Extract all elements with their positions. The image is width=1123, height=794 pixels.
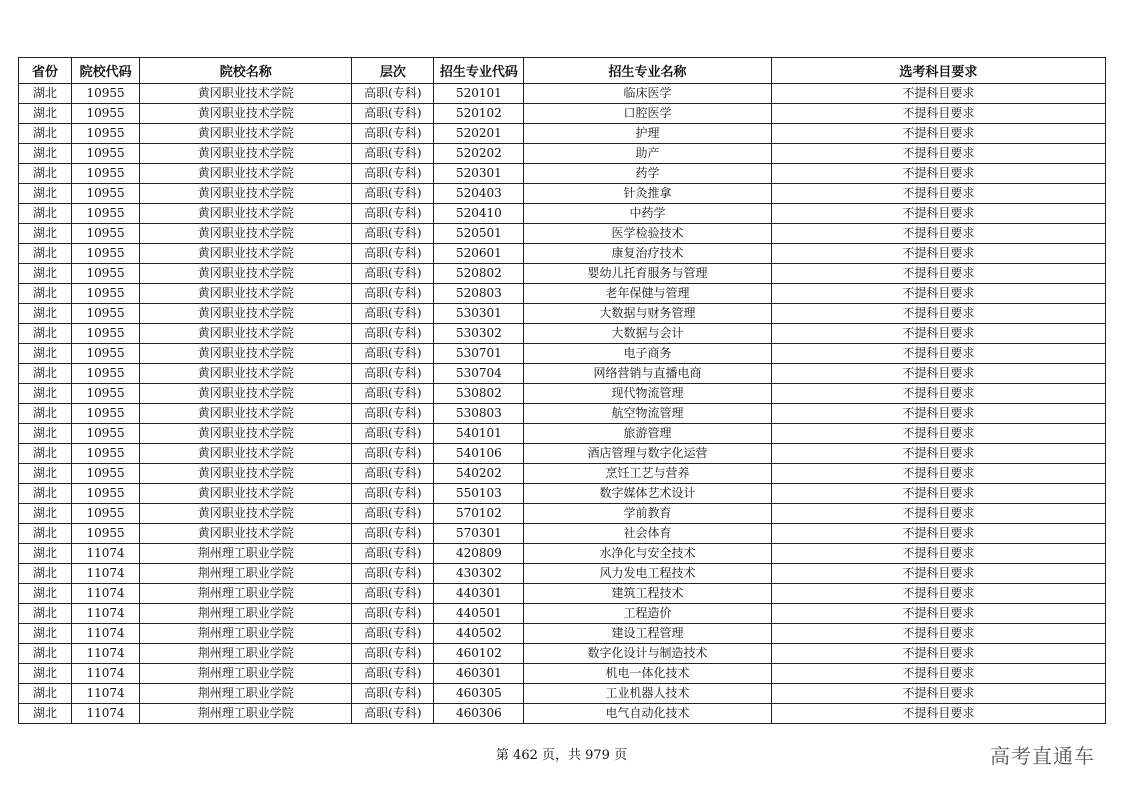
- cell-subject-requirement: 不提科目要求: [771, 204, 1105, 224]
- cell-province: 湖北: [19, 444, 72, 464]
- cell-school-name: 黄冈职业技术学院: [140, 204, 352, 224]
- cell-province: 湖北: [19, 544, 72, 564]
- cell-major-code: 570301: [434, 524, 524, 544]
- cell-school-code: 11074: [72, 564, 140, 584]
- cell-level: 高职(专科): [352, 344, 434, 364]
- cell-major-code: 520301: [434, 164, 524, 184]
- table-row: [19, 644, 1106, 664]
- cell-major-code: 460301: [434, 664, 524, 684]
- cell-subject-requirement: 不提科目要求: [771, 704, 1105, 724]
- cell-province: 湖北: [19, 424, 72, 444]
- cell-subject-requirement: 不提科目要求: [771, 624, 1105, 644]
- cell-subject-requirement: 不提科目要求: [771, 304, 1105, 324]
- header-school-code: 院校代码: [72, 58, 140, 84]
- cell-level: 高职(专科): [352, 224, 434, 244]
- cell-major-name: 烹饪工艺与营养: [524, 464, 771, 484]
- cell-school-code: 10955: [72, 504, 140, 524]
- cell-province: 湖北: [19, 664, 72, 684]
- cell-level: 高职(专科): [352, 684, 434, 704]
- header-major-code: 招生专业代码: [434, 58, 524, 84]
- cell-major-name: 医学检验技术: [524, 224, 771, 244]
- cell-province: 湖北: [19, 384, 72, 404]
- cell-level: 高职(专科): [352, 284, 434, 304]
- cell-school-name: 荆州理工职业学院: [140, 604, 352, 624]
- cell-major-code: 530701: [434, 344, 524, 364]
- cell-level: 高职(专科): [352, 544, 434, 564]
- cell-major-name: 旅游管理: [524, 424, 771, 444]
- cell-province: 湖北: [19, 324, 72, 344]
- table-row: [19, 164, 1106, 184]
- cell-province: 湖北: [19, 404, 72, 424]
- cell-major-name: 社会体育: [524, 524, 771, 544]
- cell-school-name: 黄冈职业技术学院: [140, 224, 352, 244]
- cell-level: 高职(专科): [352, 584, 434, 604]
- cell-major-name: 工业机器人技术: [524, 684, 771, 704]
- cell-school-name: 黄冈职业技术学院: [140, 304, 352, 324]
- cell-major-code: 460306: [434, 704, 524, 724]
- cell-major-code: 520802: [434, 264, 524, 284]
- cell-province: 湖北: [19, 344, 72, 364]
- cell-province: 湖北: [19, 144, 72, 164]
- cell-school-code: 10955: [72, 404, 140, 424]
- cell-school-code: 10955: [72, 244, 140, 264]
- cell-level: 高职(专科): [352, 404, 434, 424]
- cell-major-name: 电子商务: [524, 344, 771, 364]
- cell-school-code: 11074: [72, 544, 140, 564]
- cell-subject-requirement: 不提科目要求: [771, 504, 1105, 524]
- cell-major-code: 440501: [434, 604, 524, 624]
- cell-school-name: 黄冈职业技术学院: [140, 84, 352, 104]
- cell-level: 高职(专科): [352, 564, 434, 584]
- cell-major-name: 水净化与安全技术: [524, 544, 771, 564]
- cell-major-name: 临床医学: [524, 84, 771, 104]
- cell-major-name: 网络营销与直播电商: [524, 364, 771, 384]
- cell-level: 高职(专科): [352, 524, 434, 544]
- cell-school-name: 黄冈职业技术学院: [140, 124, 352, 144]
- cell-school-name: 荆州理工职业学院: [140, 624, 352, 644]
- table-row: [19, 624, 1106, 644]
- cell-school-name: 黄冈职业技术学院: [140, 504, 352, 524]
- table-row: [19, 604, 1106, 624]
- cell-school-name: 荆州理工职业学院: [140, 704, 352, 724]
- cell-major-code: 520601: [434, 244, 524, 264]
- table-row: [19, 304, 1106, 324]
- cell-province: 湖北: [19, 264, 72, 284]
- cell-province: 湖北: [19, 484, 72, 504]
- cell-school-code: 10955: [72, 424, 140, 444]
- cell-subject-requirement: 不提科目要求: [771, 144, 1105, 164]
- cell-subject-requirement: 不提科目要求: [771, 484, 1105, 504]
- cell-province: 湖北: [19, 304, 72, 324]
- cell-level: 高职(专科): [352, 644, 434, 664]
- cell-province: 湖北: [19, 704, 72, 724]
- cell-level: 高职(专科): [352, 244, 434, 264]
- cell-level: 高职(专科): [352, 624, 434, 644]
- cell-school-code: 11074: [72, 684, 140, 704]
- cell-major-code: 520101: [434, 84, 524, 104]
- cell-subject-requirement: 不提科目要求: [771, 564, 1105, 584]
- cell-level: 高职(专科): [352, 384, 434, 404]
- cell-subject-requirement: 不提科目要求: [771, 464, 1105, 484]
- table-row: [19, 424, 1106, 444]
- cell-major-code: 570102: [434, 504, 524, 524]
- cell-major-code: 520202: [434, 144, 524, 164]
- cell-school-code: 10955: [72, 524, 140, 544]
- cell-major-name: 风力发电工程技术: [524, 564, 771, 584]
- header-major-name: 招生专业名称: [524, 58, 771, 84]
- cell-major-name: 大数据与财务管理: [524, 304, 771, 324]
- cell-level: 高职(专科): [352, 604, 434, 624]
- cell-province: 湖北: [19, 564, 72, 584]
- cell-province: 湖北: [19, 84, 72, 104]
- cell-major-code: 440502: [434, 624, 524, 644]
- cell-province: 湖北: [19, 504, 72, 524]
- cell-school-code: 10955: [72, 444, 140, 464]
- cell-subject-requirement: 不提科目要求: [771, 164, 1105, 184]
- cell-subject-requirement: 不提科目要求: [771, 324, 1105, 344]
- table-row: [19, 664, 1106, 684]
- table-row: [19, 564, 1106, 584]
- cell-major-code: 530803: [434, 404, 524, 424]
- cell-school-code: 10955: [72, 164, 140, 184]
- cell-major-code: 460305: [434, 684, 524, 704]
- cell-subject-requirement: 不提科目要求: [771, 344, 1105, 364]
- table-row: [19, 144, 1106, 164]
- page-number: 第 462 页，共 979 页: [495, 748, 628, 763]
- cell-major-name: 航空物流管理: [524, 404, 771, 424]
- cell-school-code: 10955: [72, 84, 140, 104]
- cell-major-name: 工程造价: [524, 604, 771, 624]
- table-row: [19, 544, 1106, 564]
- cell-province: 湖北: [19, 644, 72, 664]
- cell-province: 湖北: [19, 624, 72, 644]
- cell-level: 高职(专科): [352, 104, 434, 124]
- cell-province: 湖北: [19, 584, 72, 604]
- cell-school-name: 黄冈职业技术学院: [140, 364, 352, 384]
- cell-level: 高职(专科): [352, 504, 434, 524]
- table-row: [19, 504, 1106, 524]
- cell-subject-requirement: 不提科目要求: [771, 524, 1105, 544]
- cell-province: 湖北: [19, 164, 72, 184]
- cell-level: 高职(专科): [352, 184, 434, 204]
- cell-school-name: 荆州理工职业学院: [140, 684, 352, 704]
- cell-major-code: 460102: [434, 644, 524, 664]
- cell-major-code: 530704: [434, 364, 524, 384]
- cell-major-code: 520803: [434, 284, 524, 304]
- cell-major-code: 520501: [434, 224, 524, 244]
- cell-subject-requirement: 不提科目要求: [771, 684, 1105, 704]
- table-body: [19, 84, 1106, 724]
- cell-subject-requirement: 不提科目要求: [771, 384, 1105, 404]
- cell-subject-requirement: 不提科目要求: [771, 404, 1105, 424]
- cell-level: 高职(专科): [352, 324, 434, 344]
- cell-school-code: 10955: [72, 204, 140, 224]
- table-row: [19, 184, 1106, 204]
- cell-province: 湖北: [19, 184, 72, 204]
- cell-subject-requirement: 不提科目要求: [771, 264, 1105, 284]
- watermark-logo: 高考直通车: [990, 744, 1095, 768]
- table-row: [19, 264, 1106, 284]
- cell-major-name: 中药学: [524, 204, 771, 224]
- cell-major-code: 530802: [434, 384, 524, 404]
- header-level: 层次: [352, 58, 434, 84]
- table-row: [19, 284, 1106, 304]
- cell-school-name: 黄冈职业技术学院: [140, 484, 352, 504]
- cell-school-name: 黄冈职业技术学院: [140, 184, 352, 204]
- table-row: [19, 324, 1106, 344]
- cell-school-name: 黄冈职业技术学院: [140, 264, 352, 284]
- cell-level: 高职(专科): [352, 84, 434, 104]
- cell-school-name: 黄冈职业技术学院: [140, 164, 352, 184]
- cell-subject-requirement: 不提科目要求: [771, 444, 1105, 464]
- cell-school-name: 荆州理工职业学院: [140, 644, 352, 664]
- cell-school-code: 10955: [72, 104, 140, 124]
- cell-major-code: 520102: [434, 104, 524, 124]
- cell-school-code: 10955: [72, 304, 140, 324]
- cell-school-code: 10955: [72, 364, 140, 384]
- cell-school-name: 荆州理工职业学院: [140, 544, 352, 564]
- table-row: [19, 484, 1106, 504]
- cell-major-code: 540106: [434, 444, 524, 464]
- cell-subject-requirement: 不提科目要求: [771, 644, 1105, 664]
- cell-school-code: 11074: [72, 604, 140, 624]
- cell-major-name: 护理: [524, 124, 771, 144]
- cell-major-name: 婴幼儿托育服务与管理: [524, 264, 771, 284]
- table-row: [19, 684, 1106, 704]
- cell-major-code: 540101: [434, 424, 524, 444]
- table-row: [19, 224, 1106, 244]
- table-row: [19, 704, 1106, 724]
- cell-major-name: 药学: [524, 164, 771, 184]
- cell-school-code: 10955: [72, 324, 140, 344]
- cell-major-name: 机电一体化技术: [524, 664, 771, 684]
- cell-major-name: 酒店管理与数字化运营: [524, 444, 771, 464]
- cell-province: 湖北: [19, 464, 72, 484]
- cell-level: 高职(专科): [352, 364, 434, 384]
- cell-subject-requirement: 不提科目要求: [771, 244, 1105, 264]
- cell-major-code: 420809: [434, 544, 524, 564]
- table-row: [19, 524, 1106, 544]
- table-row: [19, 584, 1106, 604]
- cell-major-name: 口腔医学: [524, 104, 771, 124]
- header-school-name: 院校名称: [140, 58, 352, 84]
- cell-level: 高职(专科): [352, 264, 434, 284]
- cell-major-code: 530302: [434, 324, 524, 344]
- cell-level: 高职(专科): [352, 424, 434, 444]
- cell-school-code: 11074: [72, 624, 140, 644]
- cell-school-name: 黄冈职业技术学院: [140, 424, 352, 444]
- cell-major-code: 520410: [434, 204, 524, 224]
- cell-major-name: 康复治疗技术: [524, 244, 771, 264]
- cell-school-code: 11074: [72, 664, 140, 684]
- cell-major-code: 540202: [434, 464, 524, 484]
- cell-major-name: 学前教育: [524, 504, 771, 524]
- cell-major-name: 老年保健与管理: [524, 284, 771, 304]
- table-row: [19, 384, 1106, 404]
- cell-school-code: 10955: [72, 264, 140, 284]
- cell-school-code: 10955: [72, 224, 140, 244]
- table-row: [19, 104, 1106, 124]
- cell-major-code: 520403: [434, 184, 524, 204]
- cell-major-code: 550103: [434, 484, 524, 504]
- cell-province: 湖北: [19, 364, 72, 384]
- cell-school-code: 10955: [72, 124, 140, 144]
- cell-level: 高职(专科): [352, 444, 434, 464]
- cell-school-name: 黄冈职业技术学院: [140, 344, 352, 364]
- cell-school-name: 黄冈职业技术学院: [140, 524, 352, 544]
- cell-major-code: 440301: [434, 584, 524, 604]
- cell-major-name: 建筑工程技术: [524, 584, 771, 604]
- cell-school-name: 荆州理工职业学院: [140, 564, 352, 584]
- cell-school-name: 黄冈职业技术学院: [140, 244, 352, 264]
- cell-school-code: 10955: [72, 464, 140, 484]
- cell-province: 湖北: [19, 524, 72, 544]
- cell-school-name: 黄冈职业技术学院: [140, 464, 352, 484]
- cell-level: 高职(专科): [352, 464, 434, 484]
- cell-province: 湖北: [19, 684, 72, 704]
- cell-school-code: 10955: [72, 144, 140, 164]
- cell-school-name: 黄冈职业技术学院: [140, 324, 352, 344]
- cell-major-name: 数字媒体艺术设计: [524, 484, 771, 504]
- cell-school-name: 荆州理工职业学院: [140, 664, 352, 684]
- cell-school-name: 黄冈职业技术学院: [140, 444, 352, 464]
- cell-subject-requirement: 不提科目要求: [771, 284, 1105, 304]
- cell-school-code: 11074: [72, 584, 140, 604]
- cell-major-name: 针灸推拿: [524, 184, 771, 204]
- cell-subject-requirement: 不提科目要求: [771, 544, 1105, 564]
- admission-requirements-table: [18, 57, 1106, 724]
- cell-level: 高职(专科): [352, 124, 434, 144]
- cell-province: 湖北: [19, 124, 72, 144]
- cell-school-name: 黄冈职业技术学院: [140, 144, 352, 164]
- cell-major-name: 助产: [524, 144, 771, 164]
- table-row: [19, 124, 1106, 144]
- cell-subject-requirement: 不提科目要求: [771, 184, 1105, 204]
- table-row: [19, 84, 1106, 104]
- cell-subject-requirement: 不提科目要求: [771, 104, 1105, 124]
- cell-major-name: 现代物流管理: [524, 384, 771, 404]
- cell-school-name: 黄冈职业技术学院: [140, 284, 352, 304]
- cell-subject-requirement: 不提科目要求: [771, 584, 1105, 604]
- header-subject-requirement: 选考科目要求: [771, 58, 1105, 84]
- cell-school-name: 黄冈职业技术学院: [140, 404, 352, 424]
- cell-level: 高职(专科): [352, 664, 434, 684]
- cell-major-name: 电气自动化技术: [524, 704, 771, 724]
- table-header-row: [19, 58, 1106, 84]
- cell-subject-requirement: 不提科目要求: [771, 84, 1105, 104]
- cell-province: 湖北: [19, 104, 72, 124]
- cell-school-code: 10955: [72, 284, 140, 304]
- cell-major-code: 520201: [434, 124, 524, 144]
- header-province: 省份: [19, 58, 72, 84]
- cell-subject-requirement: 不提科目要求: [771, 364, 1105, 384]
- table-row: [19, 364, 1106, 384]
- table-row: [19, 344, 1106, 364]
- table-row: [19, 404, 1106, 424]
- cell-subject-requirement: 不提科目要求: [771, 424, 1105, 444]
- cell-province: 湖北: [19, 204, 72, 224]
- cell-school-name: 荆州理工职业学院: [140, 584, 352, 604]
- cell-subject-requirement: 不提科目要求: [771, 604, 1105, 624]
- cell-level: 高职(专科): [352, 164, 434, 184]
- cell-level: 高职(专科): [352, 304, 434, 324]
- cell-level: 高职(专科): [352, 484, 434, 504]
- table-row: [19, 204, 1106, 224]
- cell-subject-requirement: 不提科目要求: [771, 664, 1105, 684]
- cell-province: 湖北: [19, 284, 72, 304]
- table-row: [19, 444, 1106, 464]
- cell-province: 湖北: [19, 244, 72, 264]
- cell-subject-requirement: 不提科目要求: [771, 224, 1105, 244]
- cell-major-name: 数字化设计与制造技术: [524, 644, 771, 664]
- cell-province: 湖北: [19, 604, 72, 624]
- cell-school-code: 10955: [72, 484, 140, 504]
- cell-school-name: 黄冈职业技术学院: [140, 384, 352, 404]
- cell-major-code: 430302: [434, 564, 524, 584]
- cell-subject-requirement: 不提科目要求: [771, 124, 1105, 144]
- cell-school-code: 11074: [72, 644, 140, 664]
- table-row: [19, 244, 1106, 264]
- cell-level: 高职(专科): [352, 704, 434, 724]
- cell-province: 湖北: [19, 224, 72, 244]
- cell-school-code: 10955: [72, 344, 140, 364]
- cell-school-code: 11074: [72, 704, 140, 724]
- cell-major-name: 大数据与会计: [524, 324, 771, 344]
- cell-school-name: 黄冈职业技术学院: [140, 104, 352, 124]
- cell-level: 高职(专科): [352, 144, 434, 164]
- cell-major-code: 530301: [434, 304, 524, 324]
- cell-school-code: 10955: [72, 384, 140, 404]
- cell-level: 高职(专科): [352, 204, 434, 224]
- table-row: [19, 464, 1106, 484]
- cell-school-code: 10955: [72, 184, 140, 204]
- cell-major-name: 建设工程管理: [524, 624, 771, 644]
